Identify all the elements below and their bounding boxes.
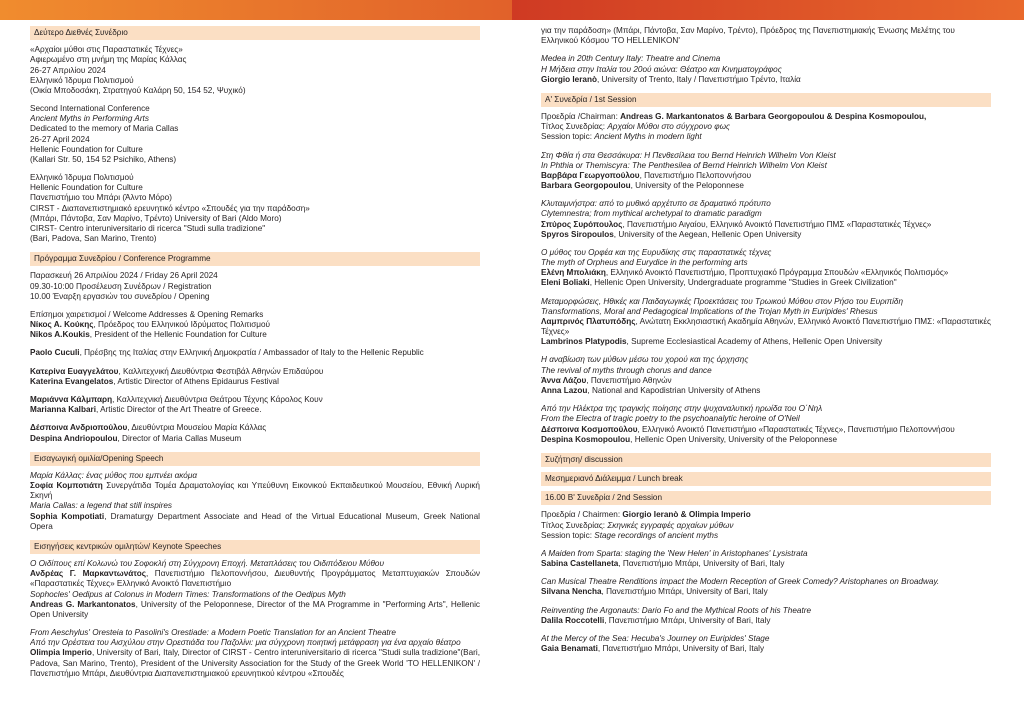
talk-title: Από την Ορέστεια του Αισχύλου στην Ορεστιάδα του Παζολίνι: μια σύγχρονη ποιητική μετάφραση για ένα αρχαίο θέατρο — [30, 638, 461, 648]
section-header: Εισαγωγική ομιλία/Opening Speech — [30, 452, 480, 466]
speaker-role: , Πανεπιστήμιο Αθηνών — [586, 375, 672, 385]
paper-block — [541, 549, 991, 569]
speaker-role: , Πρόεδρος του Ελληνικού Ιδρύματος Πολιτισμού — [93, 320, 271, 330]
speaker-role: , University of the Peloponnese, Director of the MA Programme in "Performing Arts", Hellenic Open University — [30, 599, 480, 619]
topic-line — [541, 531, 991, 541]
text-line: Αφιερωμένο στη μνήμη της Μαρίας Κάλλας — [30, 55, 187, 65]
speaker-name: Andreas G. Markantonatos — [30, 599, 136, 609]
talk-title: The revival of myths through chorus and dance — [541, 365, 712, 375]
speaker-line — [541, 386, 991, 396]
speaker-name: Κατερίνα Ευαγγελάτου — [30, 366, 119, 376]
speaker-role: , Πανεπιστήμιο Πελοποννήσου, Διευθυντής Προγράμματος Μεταπτυχιακών Σπουδών «Παραστατικές Τέχνες» Ελληνικό Ανοικτό Πανεπιστήμιο — [30, 569, 480, 589]
speaker-name: Lambrinos Platypodis — [541, 337, 627, 347]
speaker-line — [541, 75, 991, 85]
speaker-role: , Dramaturgy Department Associate and Head of the Virtual Educational Museum, Greek National Opera — [30, 511, 480, 531]
chair-names: Andreas G. Markantonatos & Barbara Georgopoulou & Despina Kosmopoulou, — [620, 112, 927, 122]
text-line: Ελληνικό Ίδρυμα Πολιτισμού — [30, 75, 134, 85]
speaker-line — [541, 230, 991, 240]
section-header: Μεσημεριανό Διάλειμμα / Lunch break — [541, 472, 991, 486]
speaker-line — [541, 268, 991, 278]
label: Session topic: — [541, 530, 595, 540]
section-header: Εισηγήσεις κεντρικών ομιλητών/ Keynote Speeches — [30, 540, 480, 554]
speaker-name: Νίκος Α. Κούκης — [30, 320, 94, 330]
text-line: Παρασκευή 26 Απριλίου 2024 / Friday 26 April 2024 — [30, 271, 218, 281]
speaker-name: Giorgio Ieranò — [541, 74, 597, 84]
speaker-name: Spyros Siropoulos — [541, 229, 614, 239]
speaker-role: , Πανεπιστήμιο Μπάρι, University of Bari, Italy — [601, 587, 768, 597]
speaker-role: , University of the Aegean, Hellenic Open University — [613, 229, 802, 239]
talk-title: From the Electra of tragic poetry to the psychoanalytic heroine of O'Neil — [541, 414, 800, 424]
speaker-name: Ελένη Μπολιάκη — [541, 268, 606, 278]
session-2-info — [541, 510, 991, 541]
speaker-name: Σπύρος Συρόπουλος — [541, 219, 623, 229]
paper-block — [541, 577, 991, 597]
label: Προεδρία / Chairmen: — [541, 510, 623, 520]
text-line: Dedicated to the memory of Maria Callas — [30, 124, 179, 134]
left-column — [30, 26, 480, 721]
text-line: Ελληνικό Ίδρυμα Πολιτισμού — [30, 173, 134, 183]
talk-title: Η αναβίωση των μύθων μέσω του χορού και της όρχησης — [541, 355, 749, 365]
talk-title: Κλυταιμνήστρα: από το μυθικό αρχέτυπο σε δραματικό πρότυπο — [541, 199, 771, 209]
speaker-name: Paolo Cuculi — [30, 348, 80, 358]
speaker-name: Dalila Roccotelli — [541, 615, 605, 625]
section-header: Συζήτηση/ discussion — [541, 453, 991, 467]
topic: Σκηνικές εγγραφές αρχαίων μύθων — [607, 520, 734, 530]
session-1-info — [541, 112, 991, 143]
keynote-2-continued — [541, 26, 991, 46]
speaker-line — [541, 220, 991, 230]
paper-block — [541, 355, 991, 396]
speaker-name: Gaia Benamati — [541, 644, 598, 654]
speaker-line — [541, 337, 991, 347]
speaker-name: Άννα Λάζου — [541, 375, 587, 385]
speaker-role: , Πανεπιστήμιο Μπάρι, University of Bari, Italy — [597, 644, 765, 654]
programme-intro — [30, 271, 480, 302]
speaker-name: Ανδρέας Γ. Μαρκαντωνάτος — [30, 569, 146, 579]
speaker-name: Μαριάννα Κάλμπαρη — [30, 394, 113, 404]
top-band-right — [512, 0, 1024, 20]
speaker-line — [30, 423, 480, 433]
intro-english — [30, 104, 480, 165]
talk-title: A Maiden from Sparta: staging the 'New Helen' in Aristophanes' Lysistrata — [541, 548, 808, 558]
speaker-line — [541, 171, 991, 181]
speaker-line — [541, 644, 991, 654]
chair-names: Giorgio Ieranò & Olimpia Imperio — [622, 510, 751, 520]
talk-title: From Aeschylus' Oresteia to Pasolini's Orestiade: a Modern Poetic Translation for an Ancient Theatre — [30, 628, 396, 638]
speaker-name: Δέσποινα Κοσμοπούλου — [541, 424, 638, 434]
speaker-line — [541, 278, 991, 288]
text-line: 10.00 Έναρξη εργασιών του συνεδρίου / Opening — [30, 291, 210, 301]
text-line: Hellenic Foundation for Culture — [30, 144, 143, 154]
speaker-role: , Supreme Ecclesiastical Academy of Athens, Hellenic Open University — [626, 337, 883, 347]
speaker-name: Marianna Kalbari — [30, 405, 96, 415]
text-line: Ancient Myths in Performing Arts — [30, 114, 149, 124]
text-line: (Bari, Padova, San Marino, Trento) — [30, 234, 157, 244]
text-line: Second International Conference — [30, 104, 150, 114]
talk-title: Sophocles' Oedipus at Colonus in Modern Times: Transformations of the Oedipus Myth — [30, 589, 346, 599]
text-line: «Αρχαίοι μύθοι στις Παραστατικές Τέχνες» — [30, 45, 183, 55]
topic-line — [541, 132, 991, 142]
speaker-name: Katerina Evangelatos — [30, 376, 114, 386]
section-header: 16.00 Β' Συνεδρία / 2nd Session — [541, 491, 991, 505]
topic-line — [541, 521, 991, 531]
talk-title: Transformations, Moral and Pedagogical Implications of the Trojan Myth in Euripides' Rhesus — [541, 306, 878, 316]
speaker-role: , Καλλιτεχνική Διευθύντρια Φεστιβάλ Αθηνών Επιδαύρου — [118, 366, 324, 376]
welcome-addresses — [30, 310, 480, 341]
speaker-line — [30, 405, 480, 415]
speaker-name: Βαρβάρα Γεωργοπούλου — [541, 170, 640, 180]
speaker-line — [30, 348, 480, 358]
speaker-line — [541, 559, 991, 569]
speaker-line — [30, 330, 480, 340]
talk-title: Μεταμορφώσεις, Ηθικές και Παιδαγωγικές Προεκτάσεις του Τρωικού Μύθου στον Ρήσο του Ευριπίδη — [541, 296, 904, 306]
text-line: Πανεπιστήμιο του Μπάρι (Άλντο Μόρο) — [30, 193, 172, 203]
speaker-line — [30, 367, 480, 377]
talk-title: Ο μύθος του Ορφέα και της Ευρυδίκης στις παραστατικές τέχνες — [541, 247, 772, 257]
speaker-name: Silvana Nencha — [541, 587, 602, 597]
speaker-role: , Πανεπιστήμιο Μπάρι, University of Bari, Italy — [604, 615, 771, 625]
keynote-1 — [30, 559, 480, 620]
speaker-name: Sabina Castellaneta — [541, 559, 619, 569]
speaker-role: , Πρέσβης της Ιταλίας στην Ελληνική Δημοκρατία / Ambassador of Italy to the Hellenic Republic — [79, 348, 424, 358]
speaker-block — [30, 348, 480, 358]
talk-title: Medea in 20th Century Italy: Theatre and Cinema — [541, 54, 721, 64]
speaker-line — [541, 425, 991, 435]
speaker-role: , Artistic Director of the Art Theatre of Greece. — [95, 405, 262, 415]
speaker-role: , Ελληνικό Ανοικτό Πανεπιστήμιο «Παραστατικές Τέχνες», Πανεπιστήμιο Πελοποννήσου — [637, 424, 955, 434]
speaker-name: Despina Kosmopoulou — [541, 434, 631, 444]
speaker-name: Anna Lazou — [541, 385, 588, 395]
text-line: CIRST - Διαπανεπιστημιακό ερευνητικό κέντρο «Σπουδές για την παράδοση» — [30, 203, 310, 213]
speaker-line — [30, 600, 480, 620]
speaker-role: , Πανεπιστήμιο Μπάρι, University of Bari, Italy — [618, 559, 785, 569]
paper-block — [541, 199, 991, 240]
speaker-line — [541, 317, 991, 337]
label: Τίτλος Συνεδρίας: — [541, 122, 608, 132]
speaker-line — [30, 481, 480, 501]
paper-block — [541, 151, 991, 192]
text-line: Επίσημοι χαιρετισμοί / Welcome Addresses & Opening Remarks — [30, 309, 264, 319]
speaker-line — [30, 512, 480, 532]
text-line: για την παράδοση» (Μπάρι, Πάντοβα, Σαν Μαρίνο, Τρέντο), Πρόεδρος της Πανεπιστημιακής Ένωσης Μελέτης του Ελληνικού Κόσμου 'ΤΟ HELLENIKON' — [541, 26, 955, 46]
speaker-name: Sophia Kompotiati — [30, 511, 105, 521]
topic: Ancient Myths in modern light — [594, 132, 702, 142]
talk-title: Η Μήδεια στην Ιταλία του 20ού αιώνα: Θέατρο και Κινηματογράφος — [541, 64, 782, 74]
talk-title: The myth of Orpheus and Eurydice in the performing arts — [541, 258, 748, 268]
speaker-name: Λαμπρινός Πλατυπόδης — [541, 316, 636, 326]
speaker-role: , Director of Maria Callas Museum — [117, 433, 242, 443]
text-line: (Kallari Str. 50, 154 52 Psichiko, Athens) — [30, 154, 177, 164]
speaker-name: Despina Andriopoulou — [30, 433, 118, 443]
talk-title: Ο Οιδίπους επί Κολωνώ του Σοφοκλή στη Σύγχρονη Εποχή. Μεταπλάσεις του Οιδιπόδειου Μύθου — [30, 559, 384, 569]
speaker-role: , Καλλιτεχνική Διευθύντρια Θεάτρου Τέχνης Κάρολος Κουν — [112, 394, 323, 404]
speaker-block — [30, 395, 480, 415]
speaker-line — [541, 435, 991, 445]
right-column — [541, 26, 991, 721]
organizers — [30, 173, 480, 244]
paper-block — [541, 248, 991, 289]
talk-title: At the Mercy of the Sea: Hecuba's Journey on Euripides' Stage — [541, 633, 770, 643]
top-color-band — [0, 0, 1024, 20]
talk-title: In Phthia or Themiscyra: The Penthesilea of Bernd Heinrich Wilhelm Von Kleist — [541, 160, 827, 170]
top-band-left — [0, 0, 512, 20]
talk-title: Από την Ηλέκτρα της τραγικής ποίησης στην ψυχαναλυτική ηρωίδα του Ο΄Νηλ — [541, 404, 823, 414]
text-line: 26-27 Απριλίου 2024 — [30, 65, 106, 75]
chair-line — [541, 112, 991, 122]
text-line: 26-27 April 2024 — [30, 134, 90, 144]
label: Προεδρία /Chairman: — [541, 112, 621, 122]
keynote-3 — [541, 54, 991, 85]
topic: Αρχαίοι Μύθοι στο σύγχρονο φως — [607, 122, 730, 132]
intro-greek — [30, 45, 480, 96]
speaker-role: , Διευθύντρια Μουσείου Μαρία Κάλλας — [127, 423, 267, 433]
section-header: Α' Συνεδρία / 1st Session — [541, 93, 991, 107]
text-line: Hellenic Foundation for Culture — [30, 183, 143, 193]
talk-title: Maria Callas: a legend that still inspires — [30, 501, 172, 511]
speaker-line — [541, 181, 991, 191]
chair-line — [541, 510, 991, 520]
label: Τίτλος Συνεδρίας: — [541, 520, 608, 530]
speaker-line — [541, 616, 991, 626]
paper-block — [541, 634, 991, 654]
speaker-block — [30, 423, 480, 443]
speaker-name: Olimpia Imperio — [30, 648, 92, 658]
speaker-role: , Πανεπιστήμιο Πελοποννήσου — [639, 170, 752, 180]
speaker-block — [30, 367, 480, 387]
label: Session topic: — [541, 132, 595, 142]
speaker-line — [30, 320, 480, 330]
speaker-role: , Hellenic Open University, University of the Peloponnese — [630, 434, 838, 444]
paper-block — [541, 606, 991, 626]
speaker-name: Barbara Georgopoulou — [541, 181, 631, 191]
text-line: (Οικία Μποδοσάκη, Στρατηγού Καλάρη 50, 154 52, Ψυχικό) — [30, 85, 246, 95]
speaker-role: Συνεργάτιδα Τομέα Δραματολογίας και Υπεύθυνη Εικονικού Εκπαιδευτικού Μουσείου, Εθνική Λυρική Σκηνή — [30, 481, 480, 501]
speaker-line — [30, 377, 480, 387]
speaker-role: , Ανώτατη Εκκλησιαστική Ακαδημία Αθηνών, Ελληνικό Ανοικτό Πανεπιστήμιο ΠΜΣ: «Παραστατικές Τέχνες» — [541, 316, 991, 337]
speaker-role: , University of Trento, Italy / Πανεπιστήμιο Τρέντο, Ιταλία — [596, 74, 801, 84]
speaker-role: , Artistic Director of Athens Epidaurus Festival — [113, 376, 279, 386]
topic-line — [541, 122, 991, 132]
speaker-name: Eleni Boliaki — [541, 278, 590, 288]
speaker-line — [541, 376, 991, 386]
section-header: Πρόγραμμα Συνεδρίου / Conference Programme — [30, 252, 480, 266]
speaker-line — [30, 648, 480, 679]
text-line: 09.30-10:00 Προσέλευση Συνέδρων / Registration — [30, 281, 212, 291]
text-line: (Μπάρι, Πάντοβα, Σαν Μαρίνο, Τρέντο) University of Bari (Aldo Moro) — [30, 213, 282, 223]
text-line: CIRST- Centro interuniversitario di ricerca "Studi sulla tradizione" — [30, 223, 266, 233]
speaker-role: , University of the Peloponnese — [630, 181, 744, 191]
opening-speech — [30, 471, 480, 532]
speaker-line — [30, 395, 480, 405]
talk-title: Στη Φθία ή στα Θεσσάκυρα: Η Πενθεσίλεια του Bernd Heinrich Wilhelm Von Kleist — [541, 150, 836, 160]
section-header: Δεύτερο Διεθνές Συνέδριο — [30, 26, 480, 40]
speaker-role: , National and Kapodistrian University of Athens — [587, 385, 761, 395]
talk-title: Reinventing the Argonauts: Dario Fo and the Mythical Roots of his Theatre — [541, 605, 812, 615]
paper-block — [541, 404, 991, 445]
topic: Stage recordings of ancient myths — [594, 530, 719, 540]
talk-title: Can Musical Theatre Renditions impact the Modern Reception of Greek Comedy? Aristophanes on Broadway. — [541, 577, 940, 587]
speaker-name: Δέσποινα Ανδριοπούλου — [30, 423, 128, 433]
talk-title: Μαρία Κάλλας: ένας μύθος που εμπνέει ακόμα — [30, 470, 197, 480]
keynote-2 — [30, 628, 480, 679]
paper-block — [541, 297, 991, 348]
speaker-role: , Πανεπιστήμιο Αιγαίου, Ελληνικό Ανοικτό Πανεπιστήμιο ΠΜΣ «Παραστατικές Τέχνες» — [622, 219, 932, 229]
speaker-role: , Ελληνικό Ανοικτό Πανεπιστήμιο, Προπτυχιακό Πρόγραμμα Σπουδών «Ελληνικός Πολιτισμός» — [605, 268, 949, 278]
speaker-name: Σοφία Κομποτιάτη — [30, 481, 103, 491]
talk-title: Clytemnestra; from mythical archetypal to dramatic paradigm — [541, 209, 762, 219]
speaker-name: Nikos A.Koukis — [30, 330, 90, 340]
speaker-role: , University of Bari, Italy, Director of CIRST - Centro interuniversitario di ricerca "Studi sulla tradizione"(Bari, Padova, San Marino, Trento), President of the University Association for the Study of the Greek World 'TO HELLENIKON' / Πανεπιστήμιο Μπάρι, Διευθύντρια Διαπανεπιστημιακού ερευνητικού κέντρου «Σπουδές — [30, 648, 480, 678]
speaker-role: , President of the Hellenic Foundation for Culture — [89, 330, 267, 340]
speaker-line — [541, 587, 991, 597]
speaker-line — [30, 569, 480, 589]
speaker-role: , Hellenic Open University, Undergraduate programme "Studies in Greek Civilization" — [589, 278, 897, 288]
speaker-line — [30, 434, 480, 444]
